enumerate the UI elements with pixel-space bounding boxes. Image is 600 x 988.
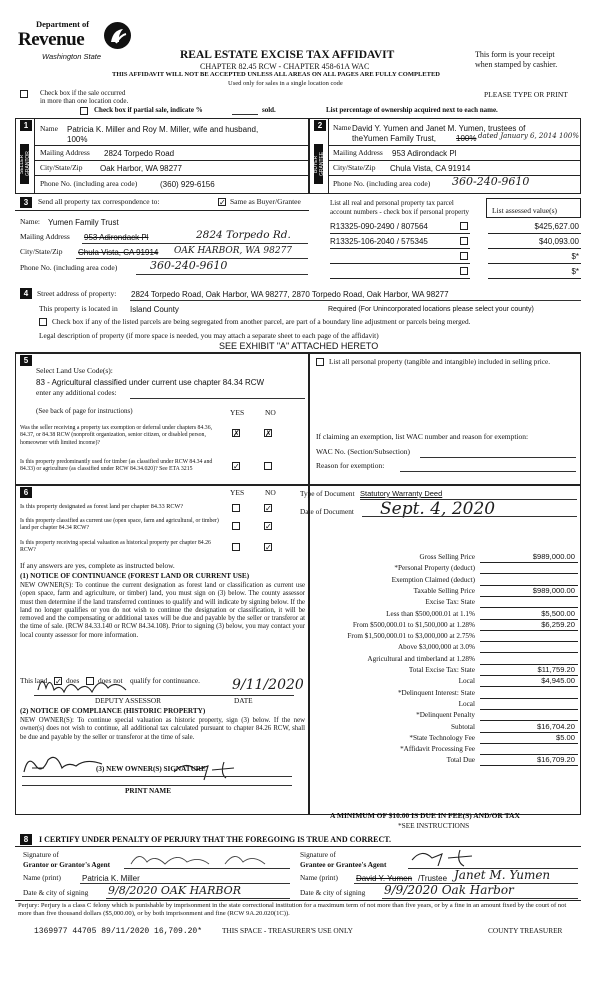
parcel-account: R13325-090-2490 / 807564 — [330, 222, 428, 231]
tax-row — [300, 755, 581, 766]
parcel-value: $425,627.00 — [534, 222, 579, 231]
street-label: Street address of property: — [37, 289, 117, 298]
sec6-no-header: NO — [265, 488, 276, 497]
county-required: Required (For Unincorporated locations please select your county) — [328, 306, 534, 313]
notice-2-text: NEW OWNER(S): To continue special valuation as historic property, sign (3) below. If the new owner(s) does not wish to continue, all additional tax calculated pursuant to chapter 84.26 RCW, shall be due and payable by the seller or transferor at the time of sale. — [20, 717, 305, 741]
tax-row-label: Excise Tax: State — [425, 598, 475, 607]
sec6-question-3: Is this property receiving special valuation as historical property per chapter 84.26 RCW? — [20, 540, 211, 554]
doc-date: Sept. 4, 2020 — [380, 499, 496, 519]
grantee-signature-icon — [408, 846, 518, 870]
tax-row — [300, 609, 581, 620]
tax-row-label: From $1,500,000.01 to $3,000,000 at 2.75% — [347, 632, 475, 641]
tax-corr-label: Send all property tax correspondence to: — [38, 197, 160, 206]
grantor-mailing: 2824 Torpedo Road — [104, 149, 175, 158]
grantor-signature-icon — [125, 846, 285, 870]
deputy-assessor-label: DEPUTY ASSESSOR — [95, 696, 162, 705]
grantor-name-print-label: Name (print) — [23, 873, 61, 882]
qualify-label: qualify for continuance. — [130, 676, 200, 685]
personal-property-checkbox-main[interactable] — [316, 358, 324, 366]
parcel-value: $* — [571, 267, 579, 276]
logo-line2: Revenue — [18, 29, 85, 50]
tax-row — [300, 710, 581, 721]
tax-row-label: Exemption Claimed (deduct) — [391, 575, 475, 584]
parcels-header-line1: List all real and personal property tax parcel — [330, 199, 454, 207]
tax-row-label: Total Due — [446, 756, 475, 765]
legal-desc-label: Legal description of property (if more space is needed, you may attach a separate sheet to each page of the affidavit) — [39, 331, 379, 340]
grantee-city-label: City/State/Zip — [333, 163, 376, 172]
owner-signature-1-icon — [18, 748, 128, 778]
tax-corr-mailing-struck: 953 Adirondack Pl — [84, 233, 149, 242]
tax-calculation-table — [300, 552, 581, 802]
legal-description: SEE EXHIBIT "A" ATTACHED HERETO — [219, 341, 379, 351]
tax-row-label: Gross Selling Price — [419, 553, 475, 561]
does-checkbox[interactable]: ✓ — [55, 677, 62, 686]
treasurer-use-only: THIS SPACE - TREASURER'S USE ONLY — [222, 926, 353, 935]
grantor-phone-label: Phone No. (including area code) — [40, 179, 138, 188]
tax-row — [300, 699, 581, 710]
doc-date-label: Date of Document — [300, 507, 354, 516]
tax-row — [300, 733, 581, 744]
see-back-note: (See back of page for instructions) — [36, 407, 133, 415]
grantor-date-city: 9/8/2020 OAK HARBOR — [108, 884, 241, 897]
tax-row-value: $5,500.00 — [541, 608, 575, 618]
grantee-name-print-label: Name (print) — [300, 873, 338, 882]
sec5-q1-yes-checkbox[interactable]: ✗ — [233, 429, 240, 438]
grantee-phone-label: Phone No. (including area code) — [333, 179, 431, 188]
land-use-code: 83 - Agricultural classified under current use chapter 84.34 RCW — [36, 378, 265, 387]
multi-location-label1: Check box if the sale occurred — [40, 89, 126, 97]
single-location-note: Used only for sales in a single location code — [228, 80, 343, 87]
section-2-badge: 2 — [314, 120, 326, 131]
receipt-line2: when stamped by cashier. — [475, 60, 558, 69]
tax-row-label: *State Technology Fee — [409, 733, 475, 742]
grantee-phone: 360-240-9610 — [452, 175, 530, 188]
tax-row-label: Agricultural and timberland at 1.28% — [367, 654, 475, 663]
assessed-value-header-box — [486, 198, 581, 218]
tax-row-label: *Personal Property (deduct) — [394, 564, 475, 573]
grantee-name-print-suffix: /Trustee — [418, 874, 448, 883]
grantor-phone: (360) 929-6156 — [160, 180, 215, 189]
grantee-sig-label1: Signature of — [300, 850, 336, 859]
county-treasurer: COUNTY TREASURER — [488, 926, 563, 935]
tax-row-label: Local — [458, 699, 475, 708]
sec5-question-1: Was the seller receiving a property tax exemption or deferral under chapters 84.36, 84.37, or 84.38 RCW (nonprofit organization, senior citizen, or disabled person, homeowner with limited income)? — [20, 425, 213, 446]
exemption-reason-label: Reason for exemption: — [316, 461, 385, 470]
tax-corr-name-label: Name: — [20, 217, 40, 226]
personal-property-checkbox[interactable] — [460, 267, 468, 275]
grantee-name-line1: David Y. Yumen and Janet M. Yumen, trustees of — [352, 124, 526, 133]
see-instructions: *SEE INSTRUCTIONS — [398, 821, 470, 830]
section-6-badge: 6 — [20, 487, 32, 498]
personal-property-checkbox[interactable] — [460, 237, 468, 245]
grantee-name-print-handwritten: Janet M. Yumen — [454, 868, 551, 882]
tax-row — [300, 563, 581, 574]
grantee-name-line2: theYumen Family Trust, — [352, 134, 437, 143]
tax-row-label: Above $3,000,000 at 3.0% — [397, 643, 475, 652]
logo-line3: Washington State — [42, 52, 102, 61]
exemption-reason-field[interactable] — [400, 471, 576, 472]
grantee-name-label: Name — [333, 123, 351, 132]
grantee-mailing-label: Mailing Address — [333, 148, 383, 157]
tax-corr-city-label: City/State/Zip — [20, 247, 63, 256]
tax-corr-mailing-handwritten: 2824 Torpedo Rd. — [196, 229, 291, 241]
partial-sale-checkbox[interactable] — [80, 107, 88, 115]
sec6-yes-header: YES — [230, 488, 245, 497]
sold-label: sold. — [262, 106, 276, 114]
tax-corr-mailing-label: Mailing Address — [20, 232, 70, 241]
sec6-q1-yes-checkbox[interactable] — [232, 504, 240, 512]
grantor-name-label: Name — [40, 124, 58, 133]
grantor-name: Patricia K. Miller and Roy M. Miller, wife and husband, — [67, 125, 259, 134]
section-4-badge: 4 — [20, 288, 32, 299]
tax-row — [300, 620, 581, 631]
grantee-date-city: 9/9/2020 Oak Harbor — [384, 883, 514, 897]
tax-row — [300, 586, 581, 597]
sec6-question-2: Is this property classified as current use (open space, farm and agricultural, or timber) land per chapter 84.34 RCW? — [20, 518, 219, 532]
parcel-value: $* — [571, 252, 579, 261]
tax-corr-phone-label: Phone No. (including area code) — [20, 263, 118, 272]
wac-field[interactable] — [420, 457, 576, 458]
personal-property-label: List all personal property (tangible and intangible) included in selling price. — [329, 357, 551, 366]
tax-row-label: Subtotal — [451, 722, 475, 731]
grantor-sig-label2: Grantor or Grantor's Agent — [23, 860, 111, 869]
date-label: DATE — [234, 696, 253, 705]
tax-row — [300, 654, 581, 665]
sec6-q3-yes-checkbox[interactable] — [232, 543, 240, 551]
sec5-yes-header: YES — [230, 408, 245, 417]
tax-row — [300, 744, 581, 755]
sec5-q2-no-checkbox[interactable] — [264, 462, 272, 470]
grantee-name-print-struck: David Y. Yumen — [356, 874, 413, 883]
doc-type: Statutory Warranty Deed — [360, 489, 443, 498]
partial-sale-pct-field[interactable] — [232, 114, 258, 115]
tax-row-value: $5.00 — [555, 732, 575, 742]
tax-row — [300, 597, 581, 608]
same-as-buyer-checkbox[interactable]: ✓ — [219, 198, 226, 207]
section-1-badge: 1 — [20, 120, 32, 131]
tax-row — [300, 631, 581, 642]
tax-row — [300, 665, 581, 676]
ownership-note: List percentage of ownership acquired next to each name. — [326, 106, 498, 114]
tax-row — [300, 722, 581, 733]
logo-mark-icon — [104, 22, 131, 49]
sec6-q1-no-checkbox[interactable]: ✓ — [265, 504, 272, 513]
form-warning: THIS AFFIDAVIT WILL NOT BE ACCEPTED UNLESS ALL AREAS ON ALL PAGES ARE FULLY COMPLETED — [112, 71, 440, 78]
tax-row-label: Less than $500,000.01 at 1.1% — [386, 609, 475, 618]
tax-corr-name: Yumen Family Trust — [48, 218, 119, 227]
sec5-no-header: NO — [265, 408, 276, 417]
grantee-pct-struck: 100% — [456, 134, 477, 143]
sec6-q2-no-checkbox[interactable]: ✓ — [265, 522, 272, 531]
minimum-due-note: A MINIMUM OF $10.00 IS DUE IN FEE(S) AND/OR TAX — [330, 811, 520, 820]
tax-row — [300, 676, 581, 687]
sec5-q2-yes-checkbox[interactable]: ✓ — [233, 462, 240, 471]
cashier-stamp: 1369977 44705 89/11/2020 16,709.20* — [34, 927, 203, 936]
tax-row-value: $16,709.20 — [536, 755, 575, 765]
doc-type-label: Type of Document — [300, 489, 355, 498]
street-address: 2824 Torpedo Road, Oak Harbor, WA 98277, 2870 Torpedo Road, Oak Harbor, WA 98277 — [131, 290, 449, 299]
grantee-sig-label2: Grantee or Grantee's Agent — [300, 860, 387, 869]
tax-row-label: Total Excise Tax: State — [408, 666, 475, 674]
section-5-badge: 5 — [20, 355, 32, 366]
tax-row-label: From $500,000.01 to $1,500,000 at 1.28% — [352, 620, 475, 629]
personal-property-checkbox[interactable] — [460, 252, 468, 260]
grantor-city: Oak Harbor, WA 98277 — [100, 164, 182, 173]
parcels-header-line2: account numbers - check box if personal property — [330, 208, 469, 216]
parcel-row-0 — [330, 221, 581, 235]
tax-row-label: *Affidavit Processing Fee — [400, 745, 475, 754]
tax-row — [300, 642, 581, 653]
county-label: This property is located in — [39, 304, 118, 313]
assessed-value-header: List assessed value(s) — [492, 206, 557, 215]
form-chapter: CHAPTER 82.45 RCW - CHAPTER 458-61A WAC — [200, 62, 370, 71]
tax-row-value: $11,759.20 — [537, 665, 575, 674]
section-3-badge: 3 — [20, 197, 32, 208]
multi-location-checkbox[interactable] — [20, 90, 28, 98]
section-8-badge: 8 — [20, 834, 32, 845]
tax-row-value: $16,704.20 — [536, 721, 575, 731]
county-value: Island County — [130, 305, 179, 314]
land-use-label: Select Land Use Code(s): — [36, 366, 113, 375]
form-title: REAL ESTATE EXCISE TAX AFFIDAVIT — [180, 49, 395, 61]
tax-row-label: Local — [458, 677, 475, 686]
this-land-label: This land — [20, 676, 48, 685]
tax-row-value: $989,000.00 — [532, 552, 575, 561]
tax-corr-phone: 360-240-9610 — [150, 259, 228, 272]
tax-row-label: *Delinquent Penalty — [416, 711, 475, 720]
does-label: does — [66, 676, 80, 685]
logo-line1: Department of — [36, 19, 90, 29]
personal-property-checkbox[interactable] — [460, 222, 468, 230]
exemption-label: If claiming an exemption, list WAC number and reason for exemption: — [316, 432, 529, 441]
segregated-label: Check box if any of the listed parcels are being segregated from another parcel, are part of a boundary line adjustment or parcels being merged. — [52, 317, 471, 326]
notice-2-title: (2) NOTICE OF COMPLIANCE (HISTORIC PROPERTY) — [20, 707, 206, 715]
sec6-q3-no-checkbox[interactable]: ✓ — [265, 543, 272, 552]
receipt-line1: This form is your receipt — [475, 50, 555, 59]
type-or-print: PLEASE TYPE OR PRINT — [484, 90, 568, 99]
tax-row-value: $989,000.00 — [532, 585, 575, 595]
certify-statement: I CERTIFY UNDER PENALTY OF PERJURY THAT THE FOREGOING IS TRUE AND CORRECT. — [39, 835, 392, 844]
sec6-q2-yes-checkbox[interactable] — [232, 522, 240, 530]
assessor-date: 9/11/2020 — [232, 677, 304, 693]
sec5-question-2: Is this property predominantly used for timber (as classified under RCW 84.34 and 84.33) or agriculture (as classified under RCW 84.34.020)? See ETA 3215 — [20, 459, 213, 473]
tax-row-value: $4,945.00 — [541, 676, 575, 686]
tax-row — [300, 688, 581, 699]
tax-row-label: Taxable Selling Price — [413, 586, 475, 595]
if-yes-note: If any answers are yes, complete as instructed below. — [20, 561, 175, 570]
new-owner-signature-label: (3) NEW OWNER(S) SIGNATURE — [96, 765, 206, 773]
notice-1-text: NEW OWNER(S): To continue the current designation as forest land or classification as current use (open space, farm and agriculture, or timber) land, you must sign on (3) below. The county assessor must then determine if the land transferred continues to qualify and will indicate by signing below. If the land no longer qualifies or you do not wish to continue the designation or classification, it will be removed and the compensating or additional taxes will be due and payable by the seller or transferor at the time of sale. (RCW 84.33.140 or RCW 84.34.108). Prior to signing (3) below, you may contact your local county assessor for more information. — [20, 582, 305, 639]
tax-row — [300, 575, 581, 586]
grantee-mailing: 953 Adirondack Pl — [392, 149, 457, 158]
grantor-pct: 100% — [67, 135, 88, 144]
grantor-sig-label1: Signature of — [23, 850, 59, 859]
does-not-label: does not — [98, 676, 123, 685]
grantor-date-label: Date & city of signing — [23, 888, 89, 897]
sec5-q1-no-checkbox[interactable]: ✗ — [265, 429, 272, 438]
same-as-buyer-label: Same as Buyer/Grantee — [230, 197, 301, 206]
partial-sale-label: Check box if partial sale, indicate % — [94, 106, 203, 114]
perjury-warning: Perjury: Perjury is a class C felony which is punishable by imprisonment in the state correctional institution for a maximum term of not more than five years, or by a fine in an amount fixed by the court of not more than five thousand dollars ($5,000.00), or by both imprisonment and fine (RCW 9A.20.020(1C)). — [18, 902, 567, 917]
sec6-question-1: Is this property designated as forest land per chapter 84.33 RCW? — [20, 503, 184, 510]
multi-location-label2: in more than one location code. — [40, 97, 129, 105]
parcel-row-1 — [330, 236, 581, 250]
tax-corr-city-handwritten: OAK HARBOR, WA 98277 — [174, 246, 293, 256]
parcel-account: R13325-106-2040 / 575345 — [330, 237, 428, 246]
seller-side-label: SELLER GRANTOR — [20, 144, 29, 184]
tax-corr-city-struck: Chula Vista, CA 91914 — [78, 248, 159, 257]
wac-label: WAC No. (Section/Subsection) — [316, 447, 410, 456]
assessor-signature-icon — [34, 670, 144, 698]
additional-codes-label: enter any additional codes: — [36, 388, 117, 397]
buyer-side-label: BUYER GRANTEE — [314, 144, 323, 184]
grantee-name-handwritten: dated January 6, 2014 100% — [478, 132, 579, 140]
print-name-label: PRINT NAME — [125, 787, 171, 795]
parcel-row-3 — [330, 266, 581, 280]
grantee-city: Chula Vista, CA 91914 — [390, 164, 471, 173]
tax-row — [300, 552, 581, 563]
grantor-name-print: Patricia K. Miller — [82, 874, 140, 883]
tax-row-label: *Delinquent Interest: State — [397, 688, 475, 697]
parcel-row-2 — [330, 251, 581, 265]
parcel-value: $40,093.00 — [538, 237, 579, 246]
tax-row-value: $6,259.20 — [541, 619, 575, 629]
grantee-date-label: Date & city of signing — [300, 888, 366, 897]
grantor-mailing-label: Mailing Address — [40, 148, 90, 157]
segregated-checkbox[interactable] — [39, 318, 47, 326]
grantor-city-label: City/State/Zip — [40, 163, 83, 172]
notice-1-title: (1) NOTICE OF CONTINUANCE (FOREST LAND OR CURRENT USE) — [20, 572, 250, 580]
